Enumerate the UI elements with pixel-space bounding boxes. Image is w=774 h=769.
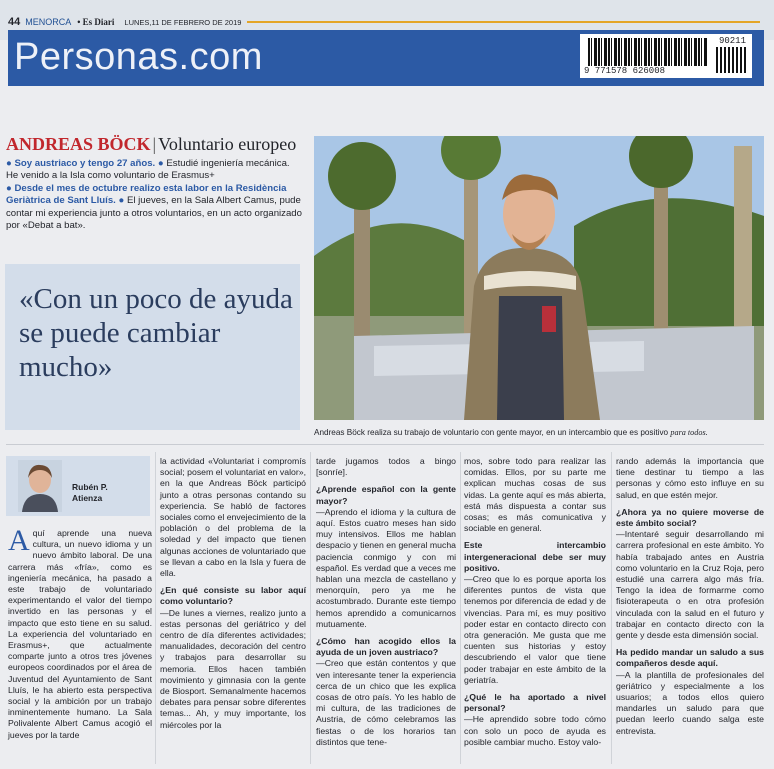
barcode (580, 34, 752, 78)
question-heading: ¿En qué consiste su labor aquí como voluntario? (160, 585, 306, 607)
column-divider (310, 452, 311, 764)
column-4-text: mos, sobre todo para realizar las comidas. Ellos, por su parte me explican muchas cosas de sus vidas. La gente aquí es más abierta, está más dispuesta a contar sus cosas; es más comunicativa y sociable en general. (464, 456, 606, 534)
intro-bold-2: Desde el mes de octubre realizo esta labor en la Residència Geriàtrica de Sant Lluís. (6, 182, 287, 207)
intro-text-2: El jueves, en la Sala Albert Camus, pude contar mi experiencia junto a otros voluntarios, en un acto organizado por «Debat a bat». (6, 195, 302, 232)
intro-bold-1: Soy austriaco y tengo 27 años. (14, 158, 156, 169)
article-column-3 (316, 456, 456, 748)
bullet-icon: ● (118, 195, 125, 207)
column-5-text: rando además la importancia que tiene destinar tu tiempo a las personas y cómo esto influye en su salud, en que estén mejor. (616, 456, 764, 500)
barcode-number: 9 771578 626008 (584, 66, 666, 76)
column-divider (460, 452, 461, 764)
barcode-addon: 90211 (718, 36, 746, 46)
answer-text: —He aprendido sobre todo cómo con solo un poco de ayuda es posible cambiar mucho. Estoy valo- (464, 714, 606, 747)
author-avatar (18, 460, 62, 512)
question-heading: ¿Ahora ya no quiere moverse de este ámbito social? (616, 506, 764, 529)
article-column-1 (8, 524, 152, 741)
issue-date: LUNES,11 DE FEBRERO DE 2019 (124, 17, 242, 27)
byline-box (6, 456, 150, 516)
question-heading: ¿Qué le ha aportado a nivel personal? (464, 692, 606, 714)
barcode-addon-icon (716, 47, 746, 73)
section-name: MENORCA (25, 17, 72, 27)
answer-text: —A la plantilla de profesionales del geriátrico y especialmente a los usuarios; a todos ellos quiero mandarles un saludo para que puedan leerlo cuando salga este entrevista. (616, 669, 764, 736)
profile-name: ANDREAS BÖCK (6, 134, 151, 154)
column-1-text: quí aprende una nueva cultura, un nuevo idioma y un nuevo ámbito laboral. De una carrera más «fría», como es ingeniería mecánica, ha pasado a este trabajo de voluntariado experimentando el valor del tiempo invertido en las personas y el impacto que esto tiene en su salud. La experiencia del voluntariado en Erasmus+, que actualmente comparte junto a otros tres jóvenes europeos coordinados por el área de Juventud del Ayuntamiento de Sant Lluís, le ha abierto esta perspectiva social y la ambición por un trabajo inminentemente humano. La Sala Polivalente Albert Camus acogió el jueves por la tarde (8, 528, 152, 740)
answer-text: —Aprendo el idioma y la cultura de aquí. Estos cuatro meses han sido muy intensivos. Ellos me hablan despacio y tienen en general mucha paciencia conmigo y con mi español. Es verdad que a veces me hablan una mezcla de castellano y menorquín, pero ya me he acostumbrado. Durante este tiempo hemos aprendido a comunicarnos mutuamente. (316, 506, 456, 629)
heading-separator: | (152, 134, 157, 154)
bullet-icon: ● (6, 182, 12, 194)
answer-text: —De lunes a viernes, realizo junto a estas personas del geriátrico y del centro de día diferentes actividades; manualidades, decoración del centro y trabajos para desarrollar su memoria. Ellos hacen también movimiento y gimnasia con la gente de Biosport. Semanalmente hacemos debates para pensar sobre diferentes temas... Ah, y muy importante, los miércoles por la (160, 607, 306, 730)
question-heading: ¿Aprende español con la gente mayor? (316, 484, 456, 506)
column-divider (155, 452, 156, 764)
column-3-text: tarde jugamos todos a bingo [sonríe]. (316, 456, 456, 478)
profile-role: Voluntario europeo (158, 134, 297, 154)
volunteer-photo-illustration (314, 136, 764, 420)
column-2-text: la actividad «Voluntariat i compromís social; posem el voluntariat en valor», en la que Andreas Böck participó junto a otras personas contando su experiencia. Se habló de factores sociales como el envejecimiento de la población o del problema de la soledad y del impacto que tienen algunas acciones de voluntariado que se llevan a cabo en la Isla y fuera de ella. (160, 456, 306, 579)
question-heading: ¿Cómo han acogido ellos la ayuda de un joven austriaco? (316, 636, 456, 658)
answer-text: —Creo que lo es porque aporta los diferentes puntos de vista que tenemos por diferencia de edad y de vivencias. Para mí, es muy positivo poder estar en contacto directo con otra generación. Me gusta que me cuenten sus historias y estoy descubriendo el valor que tiene poder trabajar en este ámbito de la geriatría. (464, 574, 606, 685)
profile-intro (6, 158, 304, 232)
section-divider (6, 444, 764, 445)
headline-quote: «Con un poco de ayuda se puede cambiar mucho» (19, 283, 293, 383)
question-heading: Este intercambio intergeneracional debe ser muy positivo. (464, 540, 606, 573)
author-name-line2: Atienza (72, 493, 103, 503)
photo-caption (314, 428, 764, 437)
barcode-icon (588, 38, 708, 66)
page-number: 44 (8, 16, 21, 28)
question-heading: Ha pedido mandar un saludo a sus compañeros desde aquí. (616, 647, 764, 669)
drop-cap: A (8, 524, 30, 557)
section-title: Personas.com (14, 36, 263, 78)
article-column-2 (160, 456, 306, 731)
photo-caption-text: Andreas Böck realiza su trabajo de voluntario con gente mayor, en un intercambio que es positivo (314, 428, 669, 437)
publication-name: • Es Diari (77, 17, 115, 27)
article-column-4 (464, 456, 606, 748)
answer-text: —Creo que están contentos y que ven interesante tener la experiencia cerca de un chico que les explica cosas de otro país. Yo les hablo de mi cultura, de las tradiciones de Austria, de cómo celebramos las fiestas o de los horarios tan distintos que tene- (316, 658, 456, 747)
masthead-rule (247, 21, 760, 23)
author-name-line1: Rubén P. (72, 482, 108, 492)
headline-quote-box (5, 264, 300, 430)
masthead (0, 14, 760, 30)
profile-heading (6, 134, 296, 155)
section-banner (8, 30, 764, 86)
photo-caption-italic: para todos. (670, 428, 708, 437)
article-photo (314, 136, 764, 420)
intro-text-1: Estudié ingeniería mecánica. He venido a la Isla como voluntario de Erasmus+ (6, 158, 290, 182)
bullet-icon: ● (157, 158, 164, 169)
bullet-icon: ● (6, 158, 12, 169)
column-divider (611, 452, 612, 764)
article-column-5 (616, 456, 764, 737)
answer-text: —Intentaré seguir desarrollando mi carrera profesional en este ámbito. Yo había trabajado antes en Austria como voluntario en la Cruz Roja, pero estudié una carrera algo más fría. Tengo la idea de formarme como fisioterapeuta o en otra profesión vinculada con la salud en el futuro y trabajar en contacto directo con la gente y desde esta dimensión social. (616, 529, 764, 641)
author-name (72, 482, 108, 504)
